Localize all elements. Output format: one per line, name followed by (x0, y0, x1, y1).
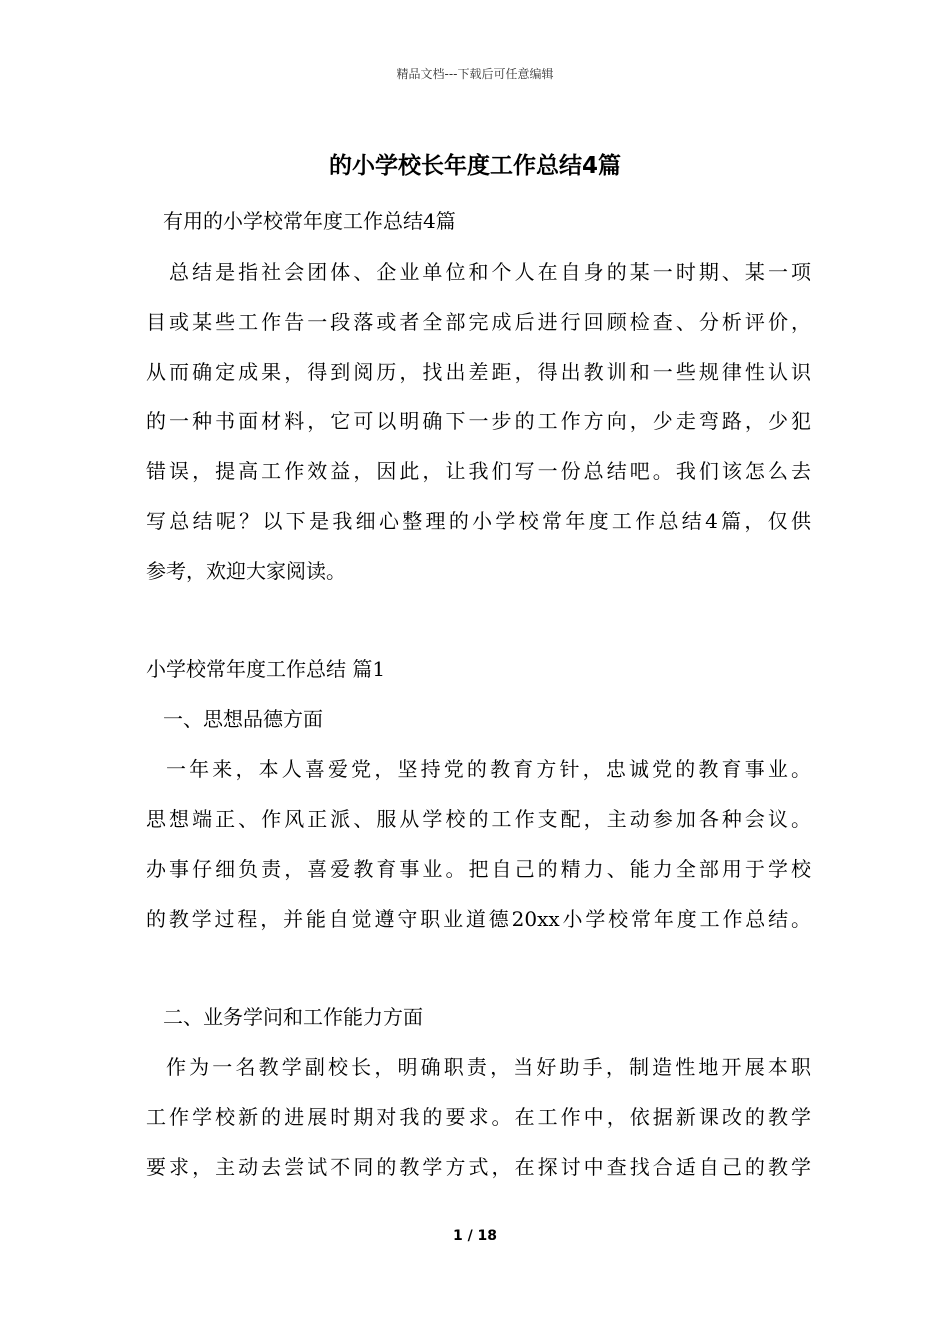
section-heading: 小学校常年度工作总结 篇1 (146, 657, 386, 681)
intro-line: 写总结呢？以下是我细心整理的小学校常年度工作总结4篇，仅供 (146, 509, 811, 533)
part2-line: 作为一名教学副校长，明确职责，当好助手，制造性地开展本职 (166, 1055, 811, 1079)
intro-line: 参考，欢迎大家阅读。 (146, 559, 346, 583)
part1-line: 思想端正、作风正派、服从学校的工作支配，主动参加各种会议。 (146, 807, 811, 831)
intro-line: 的一种书面材料，它可以明确下一步的工作方向，少走弯路，少犯 (146, 409, 811, 433)
intro-line: 从而确定成果，得到阅历，找出差距，得出教训和一些规律性认识 (146, 360, 811, 384)
page-number: 1 / 18 (452, 1228, 498, 1244)
subtitle: 有用的小学校常年度工作总结4篇 (163, 209, 456, 233)
part1-line: 的教学过程，并能自觉遵守职业道德20xx小学校常年度工作总结。 (146, 907, 811, 931)
part1-line: 一年来，本人喜爱党，坚持党的教育方针，忠诚党的教育事业。 (166, 757, 811, 781)
header-note: 精品文档---下载后可任意编辑 (396, 67, 554, 81)
part1-heading: 一、思想品德方面 (163, 707, 323, 731)
intro-line: 目或某些工作告一段落或者全部完成后进行回顾检查、分析评价， (146, 310, 811, 334)
intro-line: 总结是指社会团体、企业单位和个人在自身的某一时期、某一项 (146, 260, 811, 284)
part1-line: 办事仔细负责，喜爱教育事业。把自己的精力、能力全部用于学校 (146, 857, 811, 881)
part2-heading: 二、业务学问和工作能力方面 (163, 1005, 423, 1029)
part2-line: 要求，主动去尝试不同的教学方式，在探讨中查找合适自己的教学 (146, 1155, 811, 1179)
document-title: 的小学校长年度工作总结4篇 (328, 153, 621, 179)
part2-line: 工作学校新的进展时期对我的要求。在工作中，依据新课改的教学 (146, 1105, 811, 1129)
intro-line: 错误，提高工作效益，因此，让我们写一份总结吧。我们该怎么去 (146, 459, 811, 483)
